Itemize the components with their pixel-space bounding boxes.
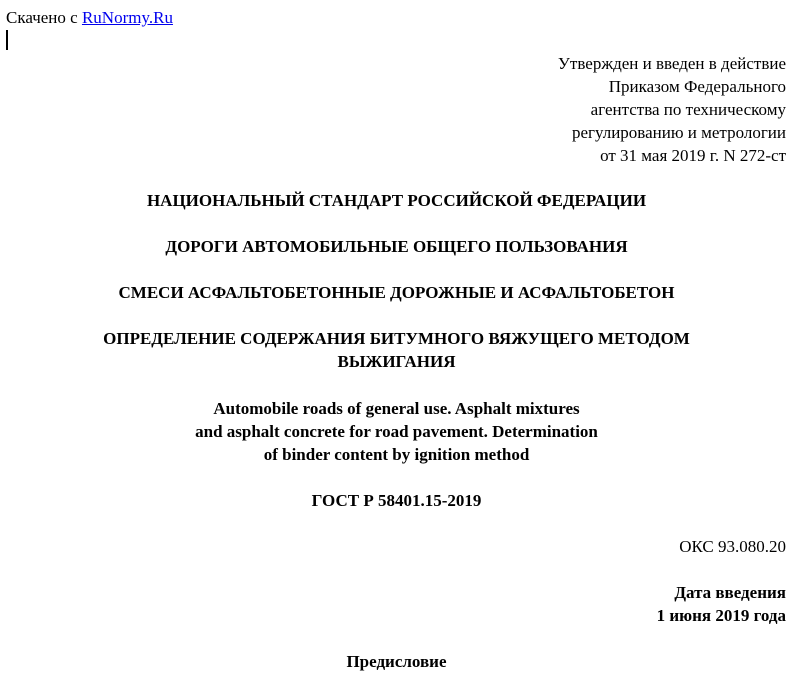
english-title-line3: of binder content by ignition method	[263, 445, 530, 464]
download-prefix: Скачено с	[6, 8, 82, 27]
method-heading-line1: ОПРЕДЕЛЕНИЕ СОДЕРЖАНИЯ БИТУМНОГО ВЯЖУЩЕГО МЕТОДОМ	[103, 329, 690, 348]
introduction-date: 1 июня 2019 года	[656, 606, 786, 625]
approval-line: от 31 мая 2019 г. N 272-ст	[600, 146, 786, 165]
approval-line: Приказом Федерального	[608, 77, 786, 96]
text-cursor	[6, 30, 8, 50]
runormy-link[interactable]: RuNormy.Ru	[81, 8, 173, 27]
mixtures-heading: СМЕСИ АСФАЛЬТОБЕТОННЫЕ ДОРОЖНЫЕ И АСФАЛЬТОБЕТОН	[118, 283, 675, 302]
english-title-line1: Automobile roads of general use. Asphalt mixtures	[213, 399, 580, 418]
oks-code: ОКС 93.080.20	[679, 537, 786, 556]
approval-line: регулированию и метрологии	[571, 123, 786, 142]
gost-number: ГОСТ Р 58401.15-2019	[311, 491, 482, 510]
method-heading-line2: ВЫЖИГАНИЯ	[337, 352, 456, 371]
approval-line: агентства по техническому	[590, 100, 786, 119]
approval-line: Утвержден и введен в действие	[557, 54, 786, 73]
download-source-line	[6, 6, 173, 29]
roads-heading: ДОРОГИ АВТОМОБИЛЬНЫЕ ОБЩЕГО ПОЛЬЗОВАНИЯ	[165, 237, 628, 256]
english-title-line2: and asphalt concrete for road pavement. Determination	[195, 422, 598, 441]
introduction-date-label: Дата введения	[674, 583, 786, 602]
preface-heading: Предисловие	[346, 652, 447, 671]
approval-block	[558, 52, 786, 167]
national-standard-heading: НАЦИОНАЛЬНЫЙ СТАНДАРТ РОССИЙСКОЙ ФЕДЕРАЦИИ	[146, 191, 647, 210]
